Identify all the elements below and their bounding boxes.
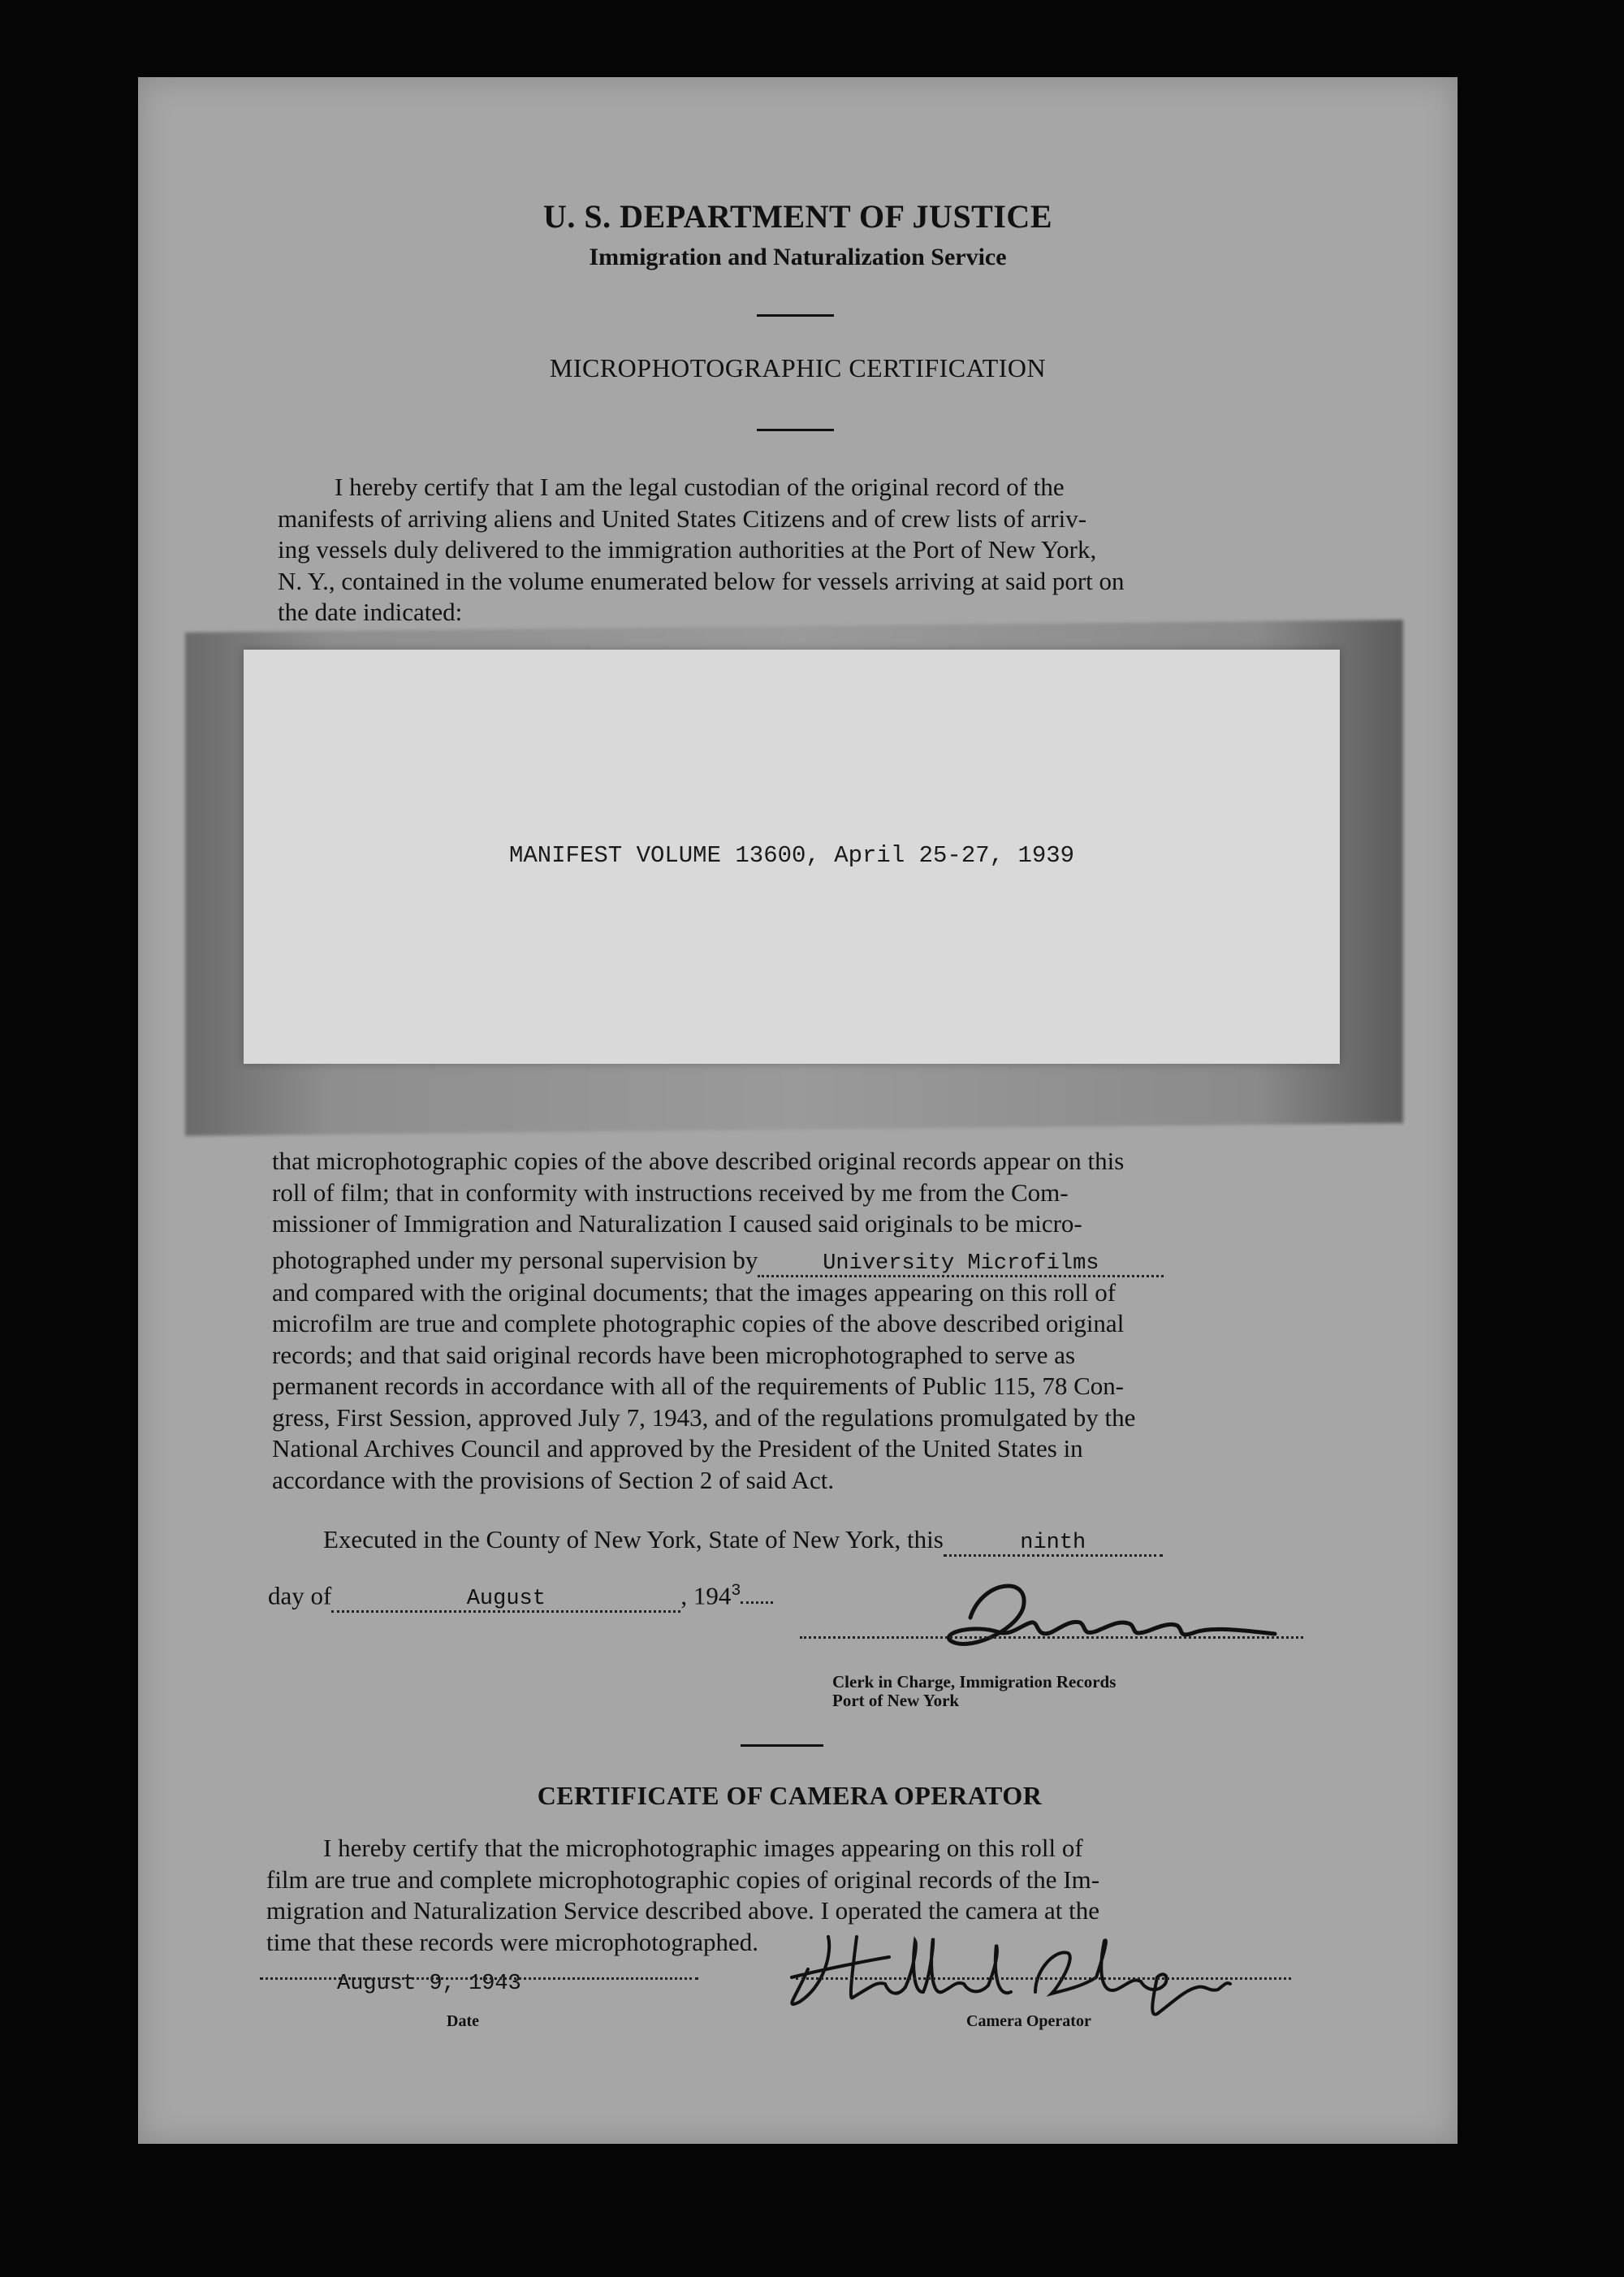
paragraph-line: permanent records in accordance with all of the requirements of Public 115, 78 Con-: [272, 1372, 1125, 1400]
paragraph-line: that microphotographic copies of the above described original records appear on this: [272, 1147, 1125, 1175]
supervision-line: [272, 1245, 1444, 1277]
volume-insert-text: MANIFEST VOLUME 13600, April 25-27, 1939: [508, 842, 1075, 869]
date-line: [260, 1977, 698, 1980]
day-of-line: day of August , $194^3$: [268, 1576, 773, 1613]
department-heading: U. S. DEPARTMENT OF JUSTICE: [543, 198, 1052, 235]
intro-paragraph: [278, 472, 1449, 629]
executed-prefix: Executed in the County of New York, State of New York, this: [323, 1525, 944, 1553]
dotted-fill: [741, 1601, 773, 1604]
service-subheading: Immigration and Naturalization Service: [589, 244, 1007, 270]
divider: [757, 314, 834, 317]
clerk-signature: [869, 1575, 1275, 1665]
certificate-page: [138, 77, 1458, 2144]
divider: [757, 429, 834, 431]
paragraph-line: roll of film; that in conformity with instructions received by me from the Com-: [272, 1177, 1069, 1207]
executed-line: [323, 1524, 1163, 1557]
paragraph-line: accordance with the provisions of Section 2 of said Act.: [272, 1465, 835, 1494]
paragraph-line: I hereby certify that the microphotographic images appearing on this roll of: [323, 1834, 1083, 1862]
supervision-value: University Microfilms: [758, 1252, 1164, 1277]
paragraph-line: manifests of arriving aliens and United States Citizens and of crew lists of arriv-: [278, 503, 1087, 533]
clerk-signature-line: [800, 1636, 1303, 1639]
paragraph-line: film are true and complete microphotographic copies of original records of the Im-: [266, 1864, 1100, 1894]
paragraph-line: gress, First Session, approved July 7, 1943, and of the regulations promulgated by the: [272, 1402, 1136, 1432]
operator-date-value: August 9, 1943: [337, 1972, 521, 1996]
paragraph-line: microfilm are true and complete photographic copies of the above described original: [272, 1309, 1125, 1337]
paragraph-line: the date indicated:: [278, 598, 463, 626]
paragraph-line: ing vessels duly delivered to the immigration authorities at the Port of New York,: [278, 535, 1097, 564]
paragraph-line: time that these records were microphotographed.: [266, 1927, 758, 1956]
paragraph-line: N. Y., contained in the volume enumerated below for vessels arriving at said port on: [278, 566, 1125, 595]
paragraph-line: migration and Naturalization Service described above. I operated the camera at the: [266, 1896, 1099, 1925]
operator-label: Camera Operator: [966, 2012, 1091, 2030]
date-label: Date: [447, 2012, 479, 2030]
year-suffix: 3: [731, 1582, 741, 1601]
operator-signature-line: [796, 1977, 1291, 1980]
operator-signature: [775, 1921, 1230, 2026]
day-of-label: day of: [268, 1581, 332, 1610]
camera-operator-title: CERTIFICATE OF CAMERA OPERATOR: [537, 1781, 1043, 1810]
month-value: August: [331, 1588, 680, 1613]
divider: [741, 1744, 823, 1747]
volume-insert-card: [244, 650, 1340, 1064]
certification-title: MICROPHOTOGRAPHIC CERTIFICATION: [549, 353, 1047, 382]
paragraph-line: National Archives Council and approved by the President of the United States in: [272, 1434, 1083, 1463]
signer-title: Clerk in Charge, Immigration Records: [832, 1672, 1116, 1692]
paragraph-line: missioner of Immigration and Naturalization I caused said originals to be micro-: [272, 1209, 1082, 1238]
paragraph-line: I hereby certify that I am the legal custodian of the original record of the: [335, 473, 1065, 501]
signer-port: Port of New York: [832, 1691, 960, 1710]
executed-day: ninth: [944, 1532, 1163, 1557]
body-paragraph: [272, 1146, 1444, 1496]
year-prefix: 194: [693, 1581, 732, 1610]
paragraph-line: and compared with the original documents; that the images appearing on this roll of: [272, 1277, 1116, 1307]
supervision-prefix: photographed under my personal supervision by: [272, 1245, 758, 1274]
paragraph-line: records; and that said original records have been microphotographed to serve as: [272, 1340, 1076, 1369]
